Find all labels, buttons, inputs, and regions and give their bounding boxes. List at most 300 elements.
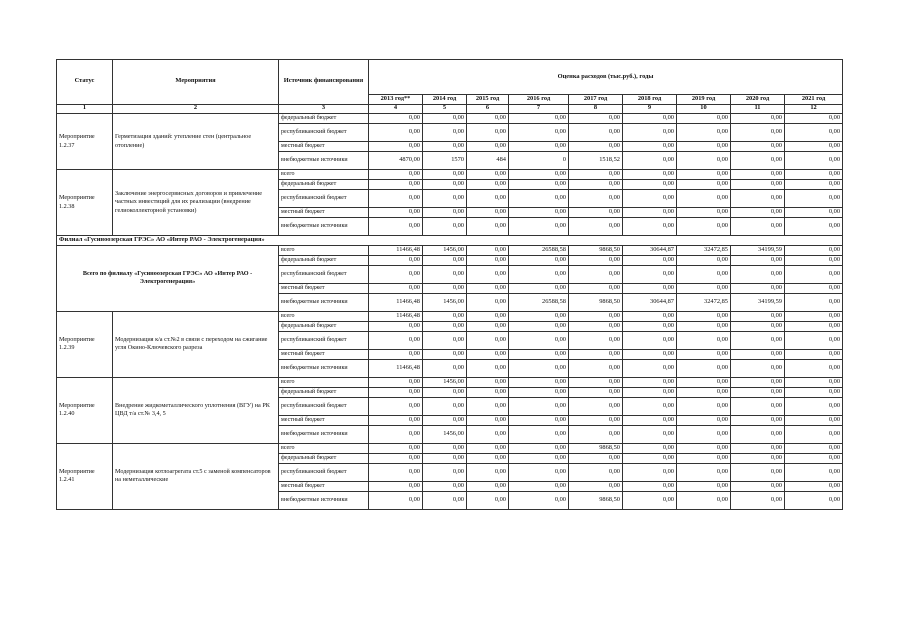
value-cell: 0,00 bbox=[677, 463, 731, 481]
value-cell: 0,00 bbox=[569, 170, 623, 180]
value-cell: 0,00 bbox=[785, 190, 843, 208]
value-cell: 0,00 bbox=[677, 443, 731, 453]
value-cell: 0,00 bbox=[467, 255, 509, 265]
table-row bbox=[57, 170, 843, 180]
value-cell: 0,00 bbox=[677, 397, 731, 415]
value-cell: 0,00 bbox=[569, 425, 623, 443]
value-cell: 0,00 bbox=[369, 397, 423, 415]
value-cell: 0,00 bbox=[423, 443, 467, 453]
value-cell: 0,00 bbox=[785, 293, 843, 311]
header-source: Источник финансирования bbox=[279, 60, 369, 105]
value-cell: 0,00 bbox=[677, 387, 731, 397]
value-cell: 0,00 bbox=[467, 208, 509, 218]
value-cell: 0,00 bbox=[623, 425, 677, 443]
measure-cell: Внедрение жидкометаллического уплотнения (ВГУ) на РК ЦВД т/а ст.№ 3,4, 5 bbox=[113, 377, 279, 443]
value-cell: 0,00 bbox=[677, 208, 731, 218]
column-index: 9 bbox=[623, 104, 677, 114]
value-cell: 0,00 bbox=[569, 397, 623, 415]
value-cell: 0,00 bbox=[423, 170, 467, 180]
value-cell: 0,00 bbox=[509, 425, 569, 443]
value-cell: 1456,00 bbox=[423, 377, 467, 387]
header-index-row bbox=[57, 104, 843, 114]
value-cell: 0,00 bbox=[785, 387, 843, 397]
value-cell: 0,00 bbox=[423, 463, 467, 481]
value-cell: 0,00 bbox=[509, 265, 569, 283]
table-row bbox=[57, 114, 843, 124]
value-cell: 0,00 bbox=[569, 481, 623, 491]
value-cell: 32472,85 bbox=[677, 245, 731, 255]
value-cell: 26588,58 bbox=[509, 293, 569, 311]
value-cell: 0,00 bbox=[731, 218, 785, 236]
status-cell: Мероприятие 1.2.41 bbox=[57, 443, 113, 509]
value-cell: 0,00 bbox=[569, 415, 623, 425]
status-cell: Мероприятие 1.2.37 bbox=[57, 114, 113, 170]
section-title: Филиал «Гусиноозерская ГРЭС» АО «Интер РАО - Электрогенерация» bbox=[57, 236, 843, 246]
value-cell: 0,00 bbox=[785, 397, 843, 415]
value-cell: 0,00 bbox=[569, 255, 623, 265]
value-cell: 0,00 bbox=[623, 397, 677, 415]
value-cell: 0,00 bbox=[509, 255, 569, 265]
value-cell: 0,00 bbox=[369, 425, 423, 443]
value-cell: 4870,00 bbox=[369, 152, 423, 170]
value-cell: 0,00 bbox=[509, 311, 569, 321]
value-cell: 0,00 bbox=[467, 443, 509, 453]
value-cell: 0,00 bbox=[731, 255, 785, 265]
value-cell: 0,00 bbox=[423, 265, 467, 283]
value-cell: 0,00 bbox=[509, 491, 569, 509]
source-cell: всего bbox=[279, 311, 369, 321]
source-cell: местный бюджет bbox=[279, 481, 369, 491]
value-cell: 0,00 bbox=[785, 208, 843, 218]
column-index: 6 bbox=[467, 104, 509, 114]
value-cell: 1456,00 bbox=[423, 293, 467, 311]
value-cell: 0,00 bbox=[509, 170, 569, 180]
value-cell: 0,00 bbox=[623, 265, 677, 283]
value-cell: 0,00 bbox=[731, 321, 785, 331]
value-cell: 0,00 bbox=[731, 463, 785, 481]
year-header: 2019 год bbox=[677, 95, 731, 105]
value-cell: 0,00 bbox=[569, 142, 623, 152]
value-cell: 0,00 bbox=[569, 218, 623, 236]
table-body bbox=[57, 114, 843, 510]
value-cell: 0,00 bbox=[369, 124, 423, 142]
value-cell: 30644,87 bbox=[623, 293, 677, 311]
value-cell: 0,00 bbox=[509, 453, 569, 463]
header-estimate: Оценка расходов (тыс.руб.), годы bbox=[369, 60, 843, 95]
value-cell: 9868,50 bbox=[569, 443, 623, 453]
value-cell: 0,00 bbox=[369, 321, 423, 331]
source-cell: внебюджетные источники bbox=[279, 425, 369, 443]
value-cell: 0,00 bbox=[785, 463, 843, 481]
value-cell: 0,00 bbox=[467, 114, 509, 124]
value-cell: 0,00 bbox=[623, 387, 677, 397]
value-cell: 0,00 bbox=[369, 265, 423, 283]
year-header: 2014 год bbox=[423, 95, 467, 105]
value-cell: 0,00 bbox=[623, 283, 677, 293]
value-cell: 11466,48 bbox=[369, 245, 423, 255]
expense-table bbox=[56, 59, 843, 510]
value-cell: 0,00 bbox=[509, 190, 569, 208]
value-cell: 0,00 bbox=[569, 377, 623, 387]
value-cell: 0,00 bbox=[467, 180, 509, 190]
value-cell: 1570 bbox=[423, 152, 467, 170]
value-cell: 0,00 bbox=[569, 321, 623, 331]
value-cell: 0,00 bbox=[369, 377, 423, 387]
source-cell: федеральный бюджет bbox=[279, 453, 369, 463]
value-cell: 0,00 bbox=[731, 311, 785, 321]
value-cell: 0,00 bbox=[785, 255, 843, 265]
value-cell: 0,00 bbox=[467, 283, 509, 293]
value-cell: 0,00 bbox=[731, 331, 785, 349]
value-cell: 0,00 bbox=[509, 443, 569, 453]
value-cell: 0,00 bbox=[623, 321, 677, 331]
value-cell: 0,00 bbox=[677, 190, 731, 208]
value-cell: 0,00 bbox=[423, 349, 467, 359]
value-cell: 0,00 bbox=[731, 190, 785, 208]
value-cell: 9868,50 bbox=[569, 491, 623, 509]
source-cell: всего bbox=[279, 377, 369, 387]
source-cell: местный бюджет bbox=[279, 349, 369, 359]
value-cell: 32472,85 bbox=[677, 293, 731, 311]
value-cell: 0,00 bbox=[509, 397, 569, 415]
value-cell: 0,00 bbox=[467, 218, 509, 236]
value-cell: 0,00 bbox=[467, 359, 509, 377]
value-cell: 0,00 bbox=[467, 453, 509, 463]
table-row bbox=[57, 245, 843, 255]
value-cell: 0,00 bbox=[785, 218, 843, 236]
value-cell: 0,00 bbox=[467, 425, 509, 443]
value-cell: 0,00 bbox=[423, 218, 467, 236]
column-index: 3 bbox=[279, 104, 369, 114]
value-cell: 0,00 bbox=[467, 349, 509, 359]
column-index: 12 bbox=[785, 104, 843, 114]
value-cell: 0,00 bbox=[509, 124, 569, 142]
value-cell: 30644,87 bbox=[623, 245, 677, 255]
value-cell: 0,00 bbox=[623, 463, 677, 481]
value-cell: 0,00 bbox=[623, 359, 677, 377]
value-cell: 0,00 bbox=[731, 124, 785, 142]
value-cell: 0,00 bbox=[677, 425, 731, 443]
column-index: 11 bbox=[731, 104, 785, 114]
value-cell: 0,00 bbox=[569, 190, 623, 208]
value-cell: 0,00 bbox=[677, 218, 731, 236]
value-cell: 0,00 bbox=[731, 142, 785, 152]
value-cell: 0,00 bbox=[509, 331, 569, 349]
value-cell: 0,00 bbox=[569, 124, 623, 142]
value-cell: 0,00 bbox=[731, 491, 785, 509]
value-cell: 0,00 bbox=[677, 180, 731, 190]
value-cell: 0,00 bbox=[467, 397, 509, 415]
value-cell: 0 bbox=[509, 152, 569, 170]
year-header: 2016 год bbox=[509, 95, 569, 105]
source-cell: республиканский бюджет bbox=[279, 331, 369, 349]
measure-cell: Заключение энергосервисных договоров и привлечение частных инвестиций для их реализации (внедрение гелиоколлекторной установки) bbox=[113, 170, 279, 236]
value-cell: 0,00 bbox=[569, 208, 623, 218]
value-cell: 0,00 bbox=[785, 415, 843, 425]
value-cell: 0,00 bbox=[467, 293, 509, 311]
source-cell: всего bbox=[279, 170, 369, 180]
value-cell: 0,00 bbox=[785, 124, 843, 142]
value-cell: 0,00 bbox=[677, 311, 731, 321]
value-cell: 0,00 bbox=[623, 170, 677, 180]
value-cell: 0,00 bbox=[785, 180, 843, 190]
measure-cell: Модернизация к/а ст.№2 в связи с переходом на сжигание угля Окино-Ключевского разреза bbox=[113, 311, 279, 377]
value-cell: 0,00 bbox=[623, 218, 677, 236]
value-cell: 34199,59 bbox=[731, 293, 785, 311]
value-cell: 0,00 bbox=[423, 208, 467, 218]
value-cell: 0,00 bbox=[785, 349, 843, 359]
value-cell: 0,00 bbox=[785, 453, 843, 463]
value-cell: 0,00 bbox=[423, 415, 467, 425]
value-cell: 0,00 bbox=[731, 114, 785, 124]
measure-cell: Модернизация котлоагрегата ст.5 с заменой компенсаторов на неметаллические bbox=[113, 443, 279, 509]
value-cell: 0,00 bbox=[569, 331, 623, 349]
value-cell: 0,00 bbox=[467, 387, 509, 397]
value-cell: 0,00 bbox=[369, 283, 423, 293]
value-cell: 0,00 bbox=[785, 331, 843, 349]
source-cell: республиканский бюджет bbox=[279, 190, 369, 208]
value-cell: 0,00 bbox=[423, 190, 467, 208]
column-index: 7 bbox=[509, 104, 569, 114]
value-cell: 0,00 bbox=[369, 349, 423, 359]
value-cell: 0,00 bbox=[369, 415, 423, 425]
table-row bbox=[57, 377, 843, 387]
column-index: 8 bbox=[569, 104, 623, 114]
value-cell: 0,00 bbox=[467, 331, 509, 349]
value-cell: 0,00 bbox=[509, 142, 569, 152]
source-cell: всего bbox=[279, 245, 369, 255]
value-cell: 0,00 bbox=[785, 152, 843, 170]
source-cell: внебюджетные источники bbox=[279, 491, 369, 509]
value-cell: 1456,00 bbox=[423, 425, 467, 443]
value-cell: 0,00 bbox=[785, 491, 843, 509]
value-cell: 0,00 bbox=[467, 377, 509, 387]
status-cell: Мероприятие 1.2.40 bbox=[57, 377, 113, 443]
value-cell: 0,00 bbox=[785, 142, 843, 152]
value-cell: 0,00 bbox=[569, 463, 623, 481]
value-cell: 0,00 bbox=[731, 397, 785, 415]
value-cell: 0,00 bbox=[677, 491, 731, 509]
value-cell: 0,00 bbox=[785, 377, 843, 387]
value-cell: 0,00 bbox=[467, 491, 509, 509]
value-cell: 0,00 bbox=[731, 377, 785, 387]
value-cell: 0,00 bbox=[369, 491, 423, 509]
value-cell: 0,00 bbox=[623, 114, 677, 124]
value-cell: 0,00 bbox=[509, 481, 569, 491]
value-cell: 0,00 bbox=[623, 311, 677, 321]
value-cell: 0,00 bbox=[569, 453, 623, 463]
value-cell: 0,00 bbox=[785, 425, 843, 443]
value-cell: 0,00 bbox=[569, 180, 623, 190]
value-cell: 0,00 bbox=[467, 415, 509, 425]
value-cell: 0,00 bbox=[677, 152, 731, 170]
status-cell: Мероприятие 1.2.39 bbox=[57, 311, 113, 377]
value-cell: 0,00 bbox=[509, 359, 569, 377]
value-cell: 0,00 bbox=[623, 443, 677, 453]
year-header: 2021 год bbox=[785, 95, 843, 105]
value-cell: 0,00 bbox=[785, 170, 843, 180]
source-cell: внебюджетные источники bbox=[279, 359, 369, 377]
value-cell: 0,00 bbox=[677, 481, 731, 491]
source-cell: внебюджетные источники bbox=[279, 218, 369, 236]
value-cell: 0,00 bbox=[677, 415, 731, 425]
value-cell: 0,00 bbox=[423, 114, 467, 124]
source-cell: федеральный бюджет bbox=[279, 387, 369, 397]
value-cell: 0,00 bbox=[467, 321, 509, 331]
value-cell: 0,00 bbox=[569, 387, 623, 397]
subtotal-title: Всего по филиалу «Гусиноозерская ГРЭС» АО «Интер РАО - Электрогенерация» bbox=[57, 245, 279, 311]
value-cell: 0,00 bbox=[677, 170, 731, 180]
header-row bbox=[57, 60, 843, 95]
value-cell: 0,00 bbox=[467, 170, 509, 180]
value-cell: 0,00 bbox=[423, 481, 467, 491]
value-cell: 0,00 bbox=[423, 255, 467, 265]
value-cell: 0,00 bbox=[677, 114, 731, 124]
value-cell: 0,00 bbox=[423, 359, 467, 377]
value-cell: 0,00 bbox=[677, 377, 731, 387]
value-cell: 0,00 bbox=[623, 453, 677, 463]
value-cell: 0,00 bbox=[731, 208, 785, 218]
value-cell: 0,00 bbox=[677, 349, 731, 359]
year-header: 2015 год bbox=[467, 95, 509, 105]
value-cell: 0,00 bbox=[369, 114, 423, 124]
value-cell: 0,00 bbox=[423, 124, 467, 142]
value-cell: 0,00 bbox=[677, 453, 731, 463]
year-header: 2017 год bbox=[569, 95, 623, 105]
value-cell: 0,00 bbox=[623, 124, 677, 142]
value-cell: 0,00 bbox=[467, 245, 509, 255]
value-cell: 0,00 bbox=[677, 142, 731, 152]
value-cell: 0,00 bbox=[731, 170, 785, 180]
value-cell: 0,00 bbox=[623, 208, 677, 218]
value-cell: 0,00 bbox=[509, 415, 569, 425]
value-cell: 0,00 bbox=[677, 255, 731, 265]
value-cell: 0,00 bbox=[677, 265, 731, 283]
value-cell: 0,00 bbox=[677, 331, 731, 349]
source-cell: местный бюджет bbox=[279, 415, 369, 425]
value-cell: 0,00 bbox=[423, 491, 467, 509]
value-cell: 0,00 bbox=[569, 114, 623, 124]
column-index: 4 bbox=[369, 104, 423, 114]
year-header: 2020 год bbox=[731, 95, 785, 105]
value-cell: 0,00 bbox=[369, 331, 423, 349]
value-cell: 0,00 bbox=[785, 359, 843, 377]
value-cell: 0,00 bbox=[623, 349, 677, 359]
value-cell: 0,00 bbox=[623, 331, 677, 349]
value-cell: 0,00 bbox=[423, 387, 467, 397]
source-cell: федеральный бюджет bbox=[279, 114, 369, 124]
value-cell: 0,00 bbox=[623, 190, 677, 208]
status-cell: Мероприятие 1.2.38 bbox=[57, 170, 113, 236]
value-cell: 0,00 bbox=[569, 283, 623, 293]
column-index: 5 bbox=[423, 104, 467, 114]
source-cell: местный бюджет bbox=[279, 208, 369, 218]
value-cell: 0,00 bbox=[785, 265, 843, 283]
value-cell: 0,00 bbox=[467, 190, 509, 208]
value-cell: 0,00 bbox=[623, 142, 677, 152]
value-cell: 34199,59 bbox=[731, 245, 785, 255]
value-cell: 0,00 bbox=[369, 255, 423, 265]
value-cell: 0,00 bbox=[785, 443, 843, 453]
value-cell: 0,00 bbox=[623, 255, 677, 265]
value-cell: 0,00 bbox=[369, 481, 423, 491]
value-cell: 0,00 bbox=[623, 180, 677, 190]
source-cell: республиканский бюджет bbox=[279, 463, 369, 481]
value-cell: 9868,50 bbox=[569, 245, 623, 255]
value-cell: 0,00 bbox=[369, 170, 423, 180]
value-cell: 0,00 bbox=[677, 283, 731, 293]
value-cell: 0,00 bbox=[509, 387, 569, 397]
value-cell: 0,00 bbox=[677, 359, 731, 377]
value-cell: 11466,48 bbox=[369, 359, 423, 377]
value-cell: 0,00 bbox=[785, 321, 843, 331]
value-cell: 0,00 bbox=[731, 152, 785, 170]
value-cell: 0,00 bbox=[509, 218, 569, 236]
value-cell: 0,00 bbox=[731, 443, 785, 453]
measure-cell: Герметизация зданий: утепление стен (центральное отопление) bbox=[113, 114, 279, 170]
value-cell: 0,00 bbox=[467, 311, 509, 321]
value-cell: 0,00 bbox=[731, 387, 785, 397]
year-header: 2018 год bbox=[623, 95, 677, 105]
source-cell: республиканский бюджет bbox=[279, 265, 369, 283]
value-cell: 0,00 bbox=[623, 481, 677, 491]
source-cell: местный бюджет bbox=[279, 283, 369, 293]
value-cell: 0,00 bbox=[467, 481, 509, 491]
value-cell: 0,00 bbox=[623, 491, 677, 509]
value-cell: 0,00 bbox=[785, 311, 843, 321]
value-cell: 0,00 bbox=[509, 283, 569, 293]
value-cell: 0,00 bbox=[731, 453, 785, 463]
value-cell: 0,00 bbox=[423, 453, 467, 463]
value-cell: 0,00 bbox=[785, 114, 843, 124]
value-cell: 9868,50 bbox=[569, 293, 623, 311]
value-cell: 0,00 bbox=[423, 180, 467, 190]
value-cell: 0,00 bbox=[731, 415, 785, 425]
value-cell: 0,00 bbox=[509, 321, 569, 331]
source-cell: всего bbox=[279, 443, 369, 453]
table-row bbox=[57, 443, 843, 453]
value-cell: 0,00 bbox=[731, 265, 785, 283]
value-cell: 0,00 bbox=[785, 283, 843, 293]
source-cell: республиканский бюджет bbox=[279, 397, 369, 415]
value-cell: 0,00 bbox=[509, 377, 569, 387]
value-cell: 0,00 bbox=[369, 142, 423, 152]
value-cell: 0,00 bbox=[423, 321, 467, 331]
value-cell: 0,00 bbox=[467, 124, 509, 142]
value-cell: 11466,48 bbox=[369, 293, 423, 311]
value-cell: 0,00 bbox=[569, 265, 623, 283]
source-cell: внебюджетные источники bbox=[279, 152, 369, 170]
value-cell: 0,00 bbox=[423, 311, 467, 321]
value-cell: 0,00 bbox=[677, 124, 731, 142]
value-cell: 484 bbox=[467, 152, 509, 170]
value-cell: 0,00 bbox=[731, 481, 785, 491]
source-cell: федеральный бюджет bbox=[279, 321, 369, 331]
value-cell: 0,00 bbox=[369, 387, 423, 397]
value-cell: 1518,52 bbox=[569, 152, 623, 170]
value-cell: 0,00 bbox=[731, 349, 785, 359]
value-cell: 0,00 bbox=[509, 114, 569, 124]
header-measure: Мероприятия bbox=[113, 60, 279, 105]
value-cell: 0,00 bbox=[369, 463, 423, 481]
value-cell: 0,00 bbox=[369, 443, 423, 453]
source-cell: федеральный бюджет bbox=[279, 180, 369, 190]
value-cell: 0,00 bbox=[731, 359, 785, 377]
value-cell: 0,00 bbox=[623, 377, 677, 387]
value-cell: 0,00 bbox=[509, 349, 569, 359]
source-cell: федеральный бюджет bbox=[279, 255, 369, 265]
header-status: Статус bbox=[57, 60, 113, 105]
